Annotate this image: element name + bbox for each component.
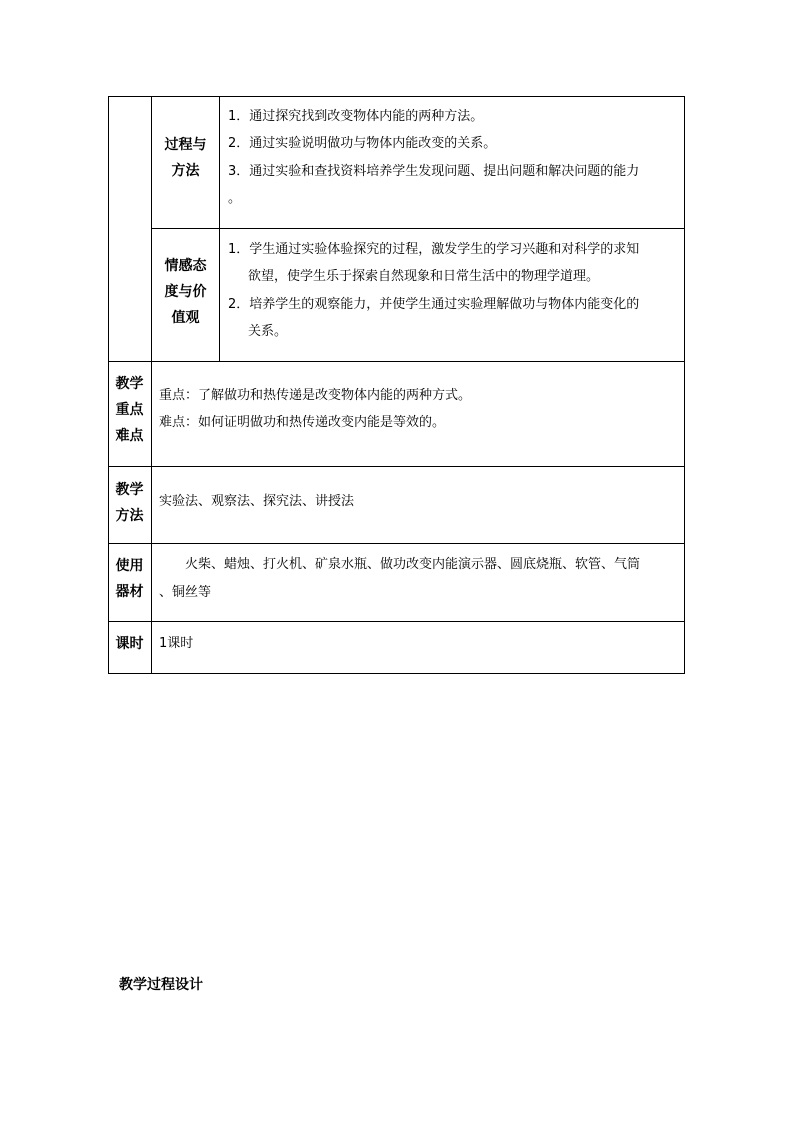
key-points-label: 教学 重点 难点 [115, 376, 144, 444]
materials-line-1: 火柴、蜡烛、打火机、矿泉水瓶、做功改变内能演示器、圆底烧瓶、软管、气筒 [185, 557, 641, 572]
materials-line-2: 、铜丝等 [159, 585, 212, 600]
row-divider-materials-hours [108, 621, 685, 622]
process-item-1: 1．通过探究找到改变物体内能的两种方法。 [228, 109, 484, 124]
row-divider-methods-materials [108, 543, 685, 544]
hours-label: 课时 [115, 636, 144, 652]
emotion-item-2-cont: 关系。 [248, 324, 288, 339]
table-border-right [684, 96, 685, 674]
process-item-2: 2．通过实验说明做功与物体内能改变的关系。 [228, 136, 497, 151]
difficulty-line: 难点：如何证明做功和热传递改变内能是等效的。 [159, 415, 446, 430]
row-divider-objectives-keypoints [108, 361, 685, 362]
hours-text: 1课时 [159, 636, 194, 651]
process-item-3-cont: 。 [228, 191, 242, 206]
table-border-bottom [108, 673, 685, 674]
table-border-top [108, 96, 685, 97]
column-divider-sub [219, 96, 220, 362]
key-point-line: 重点：了解做功和热传递是改变物体内能的两种方式。 [159, 388, 472, 403]
emotion-item-1: 1．学生通过实验体验探究的过程，激发学生的学习兴趣和对科学的求知 [228, 242, 640, 257]
methods-label: 教学 方法 [115, 482, 144, 524]
emotion-item-1-cont: 欲望，使学生乐于探索自然现象和日常生活中的物理学道理。 [248, 269, 600, 284]
emotion-item-2: 2．培养学生的观察能力，并使学生通过实验理解做功与物体内能变化的 [228, 297, 640, 312]
row-divider-keypoints-methods [108, 466, 685, 467]
emotion-values-label: 情感态 度与价 值观 [164, 258, 207, 326]
materials-label: 使用 器材 [115, 558, 144, 600]
process-item-3: 3．通过实验和查找资料培养学生发现问题、提出问题和解决问题的能力 [228, 164, 640, 179]
section-title: 教学过程设计 [119, 977, 203, 993]
methods-text: 实验法、观察法、探究法、讲授法 [159, 494, 355, 509]
process-method-label: 过程与 方法 [164, 137, 207, 179]
row-divider-process-emotion [151, 228, 685, 229]
